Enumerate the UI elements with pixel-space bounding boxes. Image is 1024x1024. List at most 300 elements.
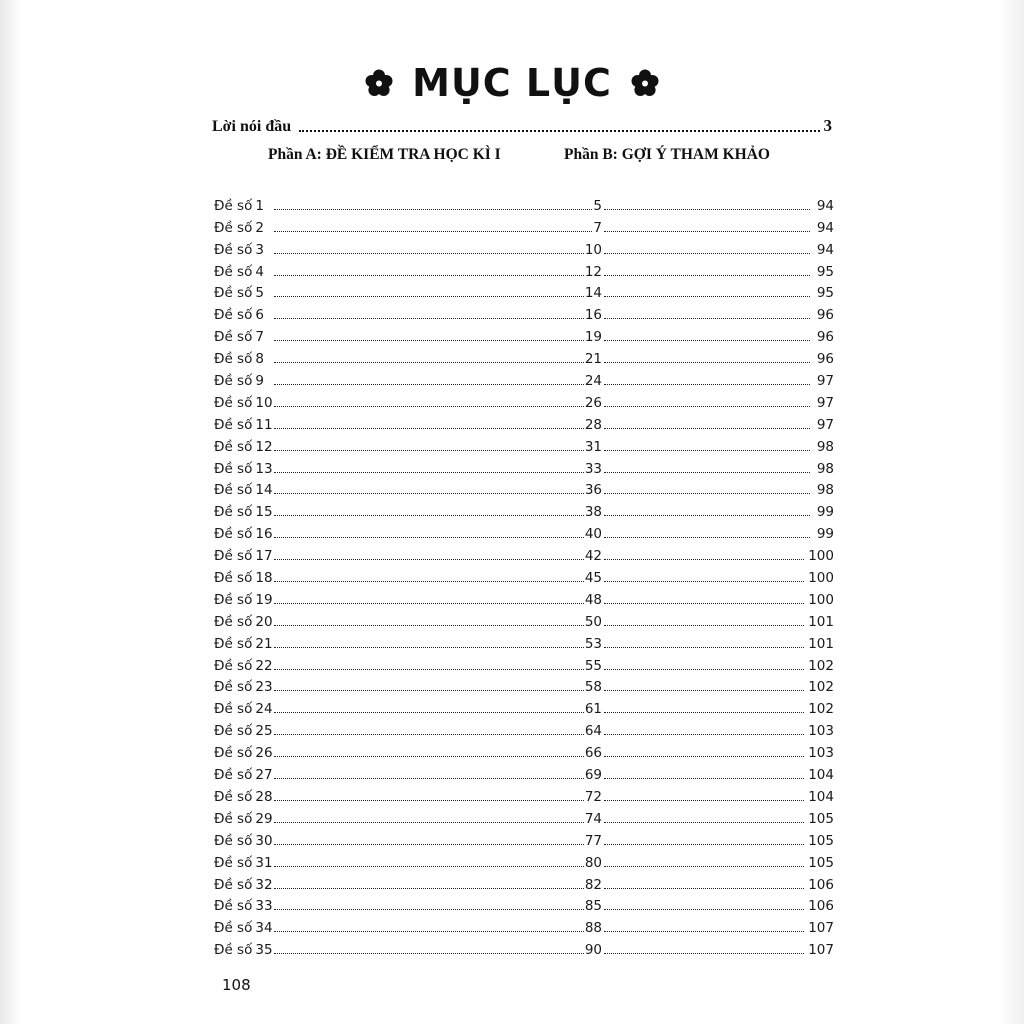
- dot-leader: [604, 537, 810, 538]
- part-b-page: 97: [816, 373, 834, 390]
- part-b-segment: [602, 351, 834, 367]
- part-b-segment: [602, 920, 834, 936]
- entry-prefix: Đề số: [214, 570, 253, 587]
- entry-prefix: Đề số: [214, 241, 253, 258]
- part-b-segment: [602, 220, 834, 236]
- dot-leader: [604, 800, 804, 801]
- toc-row: [214, 389, 834, 411]
- part-b-page: 101: [808, 635, 834, 652]
- part-a-page: 66: [584, 745, 602, 762]
- part-a-page: 50: [584, 613, 602, 630]
- part-b-segment: [602, 767, 834, 783]
- dot-leader: [604, 209, 810, 210]
- entry-label: [214, 592, 272, 608]
- part-b-segment: [602, 439, 834, 455]
- dot-leader: [604, 472, 810, 473]
- part-a-page: 42: [584, 548, 602, 565]
- dot-leader: [604, 647, 804, 648]
- part-a-segment: [272, 898, 602, 914]
- entry-prefix: Đề số: [214, 416, 253, 433]
- dot-leader: [604, 866, 804, 867]
- part-a-segment: [272, 482, 602, 498]
- part-b-page: 102: [808, 701, 834, 718]
- entry-prefix: Đề số: [214, 504, 253, 521]
- dot-leader: [274, 800, 584, 801]
- dot-leader: [604, 953, 804, 954]
- entry-prefix: Đề số: [214, 920, 253, 937]
- dot-leader: [604, 340, 810, 341]
- dot-leader: [604, 581, 804, 582]
- entry-label: [214, 723, 272, 739]
- part-a-page: 31: [584, 438, 602, 455]
- toc-row: [214, 630, 834, 652]
- dot-leader: [604, 756, 804, 757]
- toc-row: [214, 717, 834, 739]
- entry-label: [214, 767, 272, 783]
- dot-leader: [604, 888, 804, 889]
- part-a-page: 48: [584, 591, 602, 608]
- entry-label: [214, 920, 272, 936]
- entry-prefix: Đề số: [214, 438, 253, 455]
- part-b-segment: [602, 592, 834, 608]
- dot-leader: [274, 603, 584, 604]
- part-a-segment: [272, 351, 602, 367]
- preface-entry: [212, 114, 832, 136]
- part-b-segment: [602, 285, 834, 301]
- section-a-heading: Phần A: ĐỀ KIỂM TRA HỌC KÌ I: [268, 146, 501, 163]
- entry-prefix: Đề số: [214, 285, 253, 302]
- entry-label: [214, 482, 272, 498]
- entry-prefix: Đề số: [214, 373, 253, 390]
- part-b-page: 107: [808, 942, 834, 959]
- part-b-segment: [602, 526, 834, 542]
- entry-prefix: Đề số: [214, 394, 253, 411]
- entry-label: [214, 811, 272, 827]
- toc-row: [214, 652, 834, 674]
- part-a-segment: [272, 461, 602, 477]
- entry-label: [214, 614, 272, 630]
- part-b-page: 100: [808, 570, 834, 587]
- part-a-page: 33: [584, 460, 602, 477]
- part-b-page: 102: [808, 679, 834, 696]
- entry-label: [214, 570, 272, 586]
- entry-label: [214, 504, 272, 520]
- dot-leader: [604, 669, 804, 670]
- part-a-page: 85: [584, 898, 602, 915]
- part-b-segment: [602, 855, 834, 871]
- part-b-page: 96: [816, 307, 834, 324]
- toc-row: [214, 214, 834, 236]
- part-a-segment: [272, 679, 602, 695]
- part-b-segment: [602, 504, 834, 520]
- dot-leader: [274, 625, 584, 626]
- entry-number: 28: [255, 788, 273, 805]
- part-b-segment: [602, 264, 834, 280]
- part-a-page: 12: [584, 263, 602, 280]
- entry-number: 13: [255, 460, 273, 477]
- entry-number: 20: [255, 613, 273, 630]
- entry-label: [214, 264, 272, 280]
- dot-leader: [604, 362, 810, 363]
- entry-label: [214, 395, 272, 411]
- entry-prefix: Đề số: [214, 548, 253, 565]
- part-a-segment: [272, 723, 602, 739]
- dot-leader: [274, 647, 584, 648]
- entry-label: [214, 373, 272, 389]
- entry-number: 3: [255, 241, 264, 258]
- part-a-segment: [272, 264, 602, 280]
- toc-row: [214, 236, 834, 258]
- dot-leader: [274, 428, 584, 429]
- part-b-segment: [602, 636, 834, 652]
- part-a-segment: [272, 220, 602, 236]
- dot-leader: [604, 318, 810, 319]
- dot-leader: [274, 888, 584, 889]
- entry-prefix: Đề số: [214, 307, 253, 324]
- dot-leader: [274, 340, 584, 341]
- part-b-page: 96: [816, 351, 834, 368]
- dot-leader: [604, 515, 810, 516]
- part-a-segment: [272, 285, 602, 301]
- part-a-segment: [272, 789, 602, 805]
- toc-row: [214, 849, 834, 871]
- toc-row: [214, 827, 834, 849]
- part-b-page: 100: [808, 548, 834, 565]
- part-a-page: 45: [584, 570, 602, 587]
- part-a-segment: [272, 373, 602, 389]
- part-a-segment: [272, 307, 602, 323]
- part-b-segment: [602, 329, 834, 345]
- part-a-segment: [272, 198, 602, 214]
- entry-number: 14: [255, 482, 273, 499]
- dot-leader: [274, 690, 584, 691]
- entry-number: 25: [255, 723, 273, 740]
- toc-row: [214, 433, 834, 455]
- dot-leader: [274, 296, 584, 297]
- part-a-segment: [272, 877, 602, 893]
- part-b-segment: [602, 833, 834, 849]
- part-b-segment: [602, 723, 834, 739]
- part-a-page: 80: [584, 854, 602, 871]
- entry-prefix: Đề số: [214, 613, 253, 630]
- entry-prefix: Đề số: [214, 745, 253, 762]
- part-a-page: 61: [584, 701, 602, 718]
- part-b-page: 97: [816, 394, 834, 411]
- part-a-segment: [272, 767, 602, 783]
- entry-number: 34: [255, 920, 273, 937]
- toc-row: [214, 783, 834, 805]
- part-b-page: 104: [808, 767, 834, 784]
- part-b-segment: [602, 242, 834, 258]
- part-b-page: 94: [816, 219, 834, 236]
- part-a-page: 55: [584, 657, 602, 674]
- dot-leader: [274, 515, 584, 516]
- part-a-page: 58: [584, 679, 602, 696]
- part-b-page: 96: [816, 329, 834, 346]
- entry-label: [214, 898, 272, 914]
- dot-leader: [274, 450, 584, 451]
- dot-leader: [274, 275, 584, 276]
- entry-number: 31: [255, 854, 273, 871]
- entry-label: [214, 658, 272, 674]
- part-a-page: 82: [584, 876, 602, 893]
- part-b-segment: [602, 461, 834, 477]
- entry-number: 32: [255, 876, 273, 893]
- entry-label: [214, 745, 272, 761]
- part-b-segment: [602, 789, 834, 805]
- part-a-page: 19: [584, 329, 602, 346]
- dot-leader: [274, 712, 584, 713]
- entry-label: [214, 285, 272, 301]
- dot-leader: [274, 493, 584, 494]
- entry-label: [214, 548, 272, 564]
- part-b-page: 105: [808, 854, 834, 871]
- part-a-page: 64: [584, 723, 602, 740]
- dot-leader: [604, 275, 810, 276]
- part-a-segment: [272, 701, 602, 717]
- dot-leader: [604, 844, 804, 845]
- part-a-page: 90: [584, 942, 602, 959]
- part-b-page: 95: [816, 285, 834, 302]
- part-b-segment: [602, 307, 834, 323]
- part-a-segment: [272, 745, 602, 761]
- part-b-page: 94: [816, 241, 834, 258]
- entry-number: 23: [255, 679, 273, 696]
- page-title-bar: [0, 58, 1024, 108]
- toc-row: [214, 455, 834, 477]
- flower-icon: [630, 68, 660, 98]
- dot-leader: [604, 253, 810, 254]
- entry-number: 16: [255, 526, 273, 543]
- dot-leader: [274, 581, 584, 582]
- dot-leader: [274, 253, 584, 254]
- part-a-page: 16: [584, 307, 602, 324]
- toc-row: [214, 498, 834, 520]
- part-a-page: 69: [584, 767, 602, 784]
- dot-leader: [604, 931, 804, 932]
- toc-row: [214, 345, 834, 367]
- part-b-page: 98: [816, 438, 834, 455]
- entry-number: 10: [255, 394, 273, 411]
- dot-leader: [274, 844, 584, 845]
- part-b-segment: [602, 701, 834, 717]
- entry-number: 35: [255, 942, 273, 959]
- toc-row: [214, 914, 834, 936]
- part-a-segment: [272, 242, 602, 258]
- entry-label: [214, 198, 272, 214]
- page-title: MỤC LỤC: [412, 61, 612, 105]
- entry-number: 22: [255, 657, 273, 674]
- part-b-page: 103: [808, 723, 834, 740]
- part-a-segment: [272, 329, 602, 345]
- part-b-page: 107: [808, 920, 834, 937]
- entry-number: 2: [255, 219, 264, 236]
- toc-row: [214, 586, 834, 608]
- part-b-segment: [602, 898, 834, 914]
- part-b-page: 98: [816, 460, 834, 477]
- part-a-segment: [272, 592, 602, 608]
- toc-row: [214, 674, 834, 696]
- toc-row: [214, 542, 834, 564]
- entry-prefix: Đề số: [214, 219, 253, 236]
- part-a-segment: [272, 570, 602, 586]
- part-a-segment: [272, 395, 602, 411]
- dot-leader: [604, 822, 804, 823]
- part-b-segment: [602, 548, 834, 564]
- toc-row: [214, 301, 834, 323]
- dot-leader: [274, 778, 584, 779]
- part-b-segment: [602, 811, 834, 827]
- toc-row: [214, 323, 834, 345]
- entry-label: [214, 439, 272, 455]
- part-b-segment: [602, 198, 834, 214]
- part-a-page: 10: [584, 241, 602, 258]
- part-a-page: 14: [584, 285, 602, 302]
- part-a-segment: [272, 833, 602, 849]
- entry-number: 33: [255, 898, 273, 915]
- section-headings: [0, 146, 1024, 170]
- part-a-segment: [272, 636, 602, 652]
- entry-label: [214, 679, 272, 695]
- entry-number: 6: [255, 307, 264, 324]
- part-a-page: 38: [584, 504, 602, 521]
- part-a-page: 24: [584, 373, 602, 390]
- flower-icon: [364, 68, 394, 98]
- dot-leader: [604, 712, 804, 713]
- dot-leader: [604, 428, 810, 429]
- entry-number: 26: [255, 745, 273, 762]
- part-b-page: 102: [808, 657, 834, 674]
- dot-leader: [274, 559, 584, 560]
- dot-leader: [604, 603, 804, 604]
- entry-prefix: Đề số: [214, 810, 253, 827]
- part-b-page: 99: [816, 526, 834, 543]
- dot-leader: [604, 493, 810, 494]
- entry-label: [214, 220, 272, 236]
- preface-page: 3: [823, 116, 832, 135]
- entry-label: [214, 789, 272, 805]
- entry-prefix: Đề số: [214, 591, 253, 608]
- part-a-segment: [272, 417, 602, 433]
- entry-prefix: Đề số: [214, 635, 253, 652]
- part-a-page: 77: [584, 832, 602, 849]
- entry-number: 9: [255, 373, 264, 390]
- entry-prefix: Đề số: [214, 876, 253, 893]
- entry-prefix: Đề số: [214, 460, 253, 477]
- toc-row: [214, 520, 834, 542]
- part-b-page: 103: [808, 745, 834, 762]
- entry-prefix: Đề số: [214, 898, 253, 915]
- part-a-segment: [272, 942, 602, 958]
- entry-number: 11: [255, 416, 273, 433]
- entry-label: [214, 307, 272, 323]
- toc-row: [214, 608, 834, 630]
- dot-leader: [274, 406, 584, 407]
- dot-leader: [274, 318, 584, 319]
- entry-label: [214, 636, 272, 652]
- entry-number: 5: [255, 285, 264, 302]
- dot-leader: [604, 406, 810, 407]
- part-b-segment: [602, 877, 834, 893]
- toc-row: [214, 258, 834, 280]
- dot-leader: [274, 362, 584, 363]
- toc-row: [214, 477, 834, 499]
- part-b-segment: [602, 679, 834, 695]
- part-b-page: 95: [816, 263, 834, 280]
- part-b-segment: [602, 745, 834, 761]
- part-b-segment: [602, 614, 834, 630]
- part-b-page: 97: [816, 416, 834, 433]
- part-a-segment: [272, 658, 602, 674]
- part-a-page: 40: [584, 526, 602, 543]
- entry-number: 21: [255, 635, 273, 652]
- entry-label: [214, 701, 272, 717]
- entry-prefix: Đề số: [214, 788, 253, 805]
- toc-row: [214, 411, 834, 433]
- dot-leader: [604, 909, 804, 910]
- part-a-page: 53: [584, 635, 602, 652]
- dot-leader: [274, 756, 584, 757]
- entry-number: 1: [255, 197, 264, 214]
- dot-leader: [604, 559, 804, 560]
- part-a-segment: [272, 811, 602, 827]
- dot-leader: [604, 734, 804, 735]
- entry-prefix: Đề số: [214, 832, 253, 849]
- toc-row: [214, 761, 834, 783]
- dot-leader: [274, 669, 584, 670]
- toc-row: [214, 695, 834, 717]
- entry-prefix: Đề số: [214, 942, 253, 959]
- dot-leader: [274, 209, 592, 210]
- dot-leader: [604, 625, 804, 626]
- part-b-page: 105: [808, 810, 834, 827]
- entry-number: 19: [255, 591, 273, 608]
- entry-number: 4: [255, 263, 264, 280]
- entry-label: [214, 942, 272, 958]
- entry-label: [214, 351, 272, 367]
- dot-leader: [274, 953, 584, 954]
- entry-prefix: Đề số: [214, 657, 253, 674]
- dot-leader: [604, 778, 804, 779]
- part-b-segment: [602, 395, 834, 411]
- entry-number: 30: [255, 832, 273, 849]
- toc-list: [214, 192, 834, 958]
- part-a-page: 74: [584, 810, 602, 827]
- entry-prefix: Đề số: [214, 526, 253, 543]
- dot-leader: [274, 734, 584, 735]
- entry-label: [214, 526, 272, 542]
- part-a-page: 72: [584, 788, 602, 805]
- entry-prefix: Đề số: [214, 767, 253, 784]
- part-a-segment: [272, 504, 602, 520]
- dot-leader: [604, 690, 804, 691]
- part-a-segment: [272, 614, 602, 630]
- part-a-page: 21: [584, 351, 602, 368]
- preface-label: Lời nói đầu: [212, 118, 292, 135]
- dot-leader: [604, 384, 810, 385]
- toc-row: [214, 192, 834, 214]
- entry-number: 8: [255, 351, 264, 368]
- part-b-page: 98: [816, 482, 834, 499]
- dot-leader: [604, 296, 810, 297]
- part-b-page: 101: [808, 613, 834, 630]
- part-b-page: 105: [808, 832, 834, 849]
- dot-leader: [274, 384, 584, 385]
- entry-label: [214, 855, 272, 871]
- entry-prefix: Đề số: [214, 329, 253, 346]
- entry-label: [214, 417, 272, 433]
- dot-leader: [274, 909, 584, 910]
